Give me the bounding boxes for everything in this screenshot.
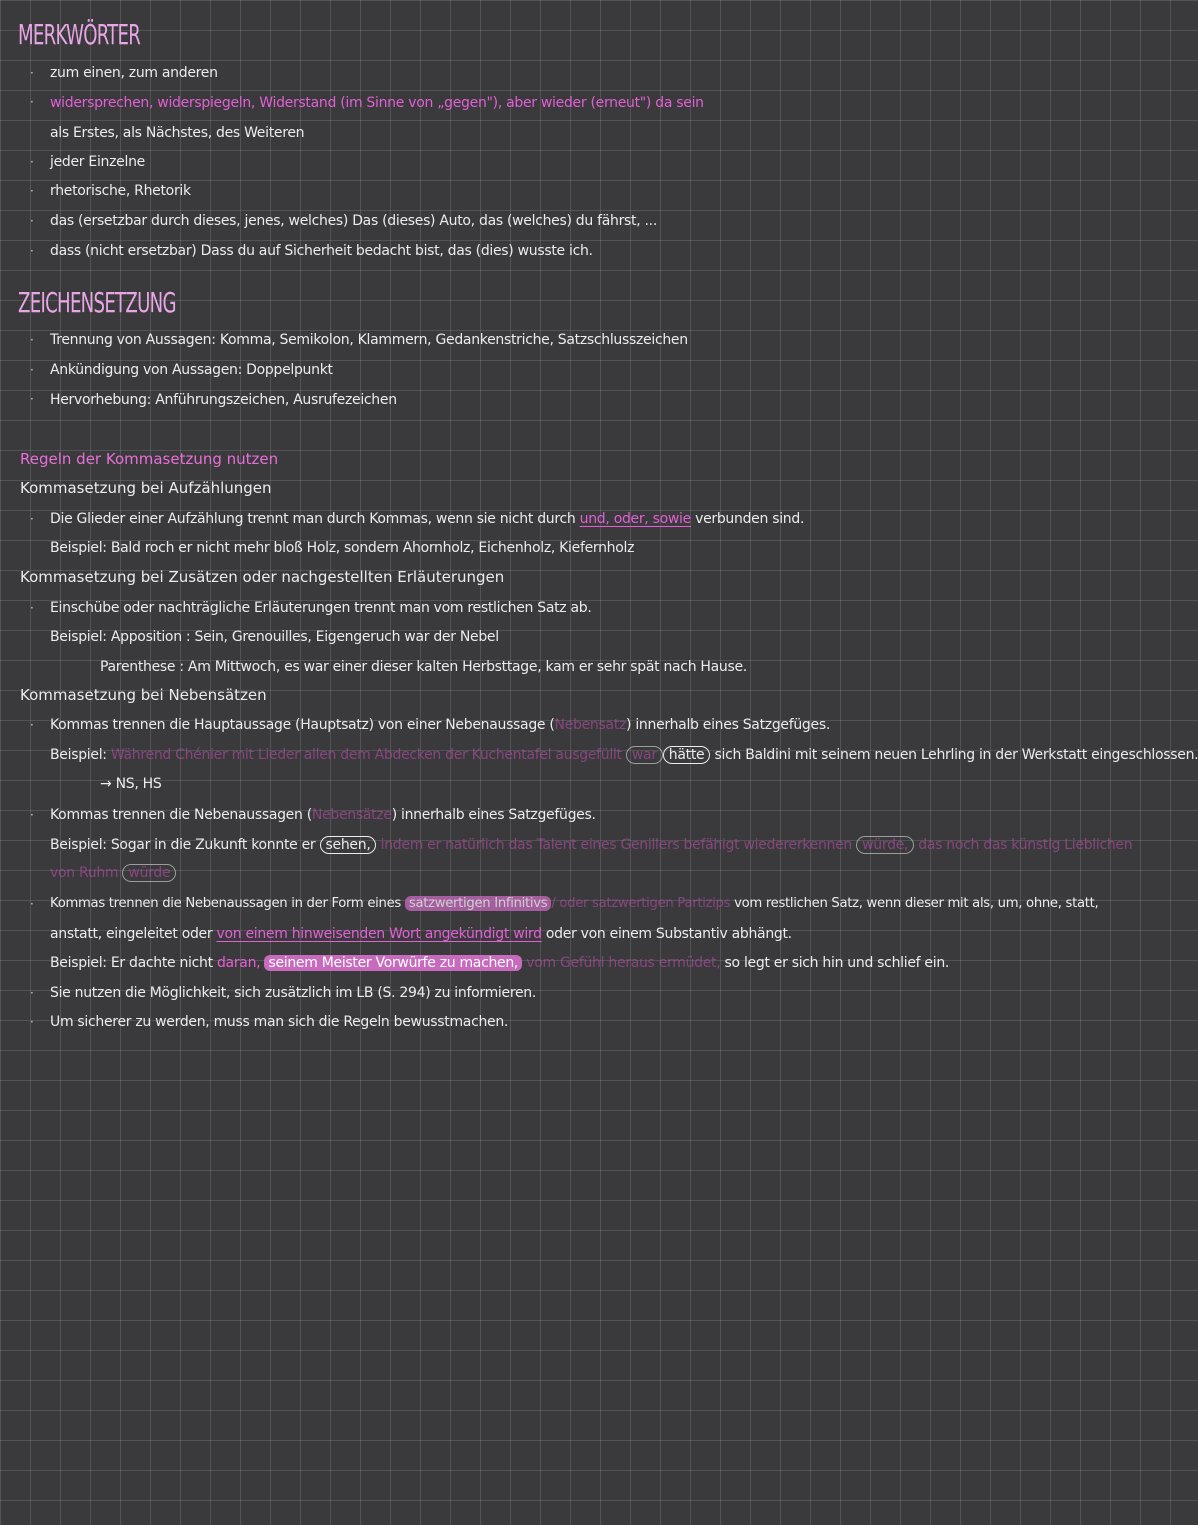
bullet-icon: · [30,214,34,228]
bullet-icon: · [30,66,34,80]
bullet-icon: · [30,333,34,347]
list-item: Ankündigung von Aussagen: Doppelpunkt [50,362,333,378]
list-item: zum einen, zum anderen [50,65,218,81]
rule-text-part: anstatt, eingeleitet oder [50,926,213,942]
bullet-icon: · [30,601,34,615]
section-title-kommasetzung: Regeln der Kommasetzung nutzen [20,450,279,468]
bullet-icon: · [30,512,34,526]
example-text: Beispiel: Apposition : Sein, Grenouilles, Eigengeruch war der Nebel [50,629,499,645]
example-text [50,745,1198,765]
example-faint-text: das noch das künstig Lieblichen [918,837,1133,853]
list-item: Um sicherer zu werden, muss man sich die Regeln bewusstmachen. [50,1014,509,1030]
example-faint-text: vom Gefühl heraus ermüdet, [526,955,721,971]
rule-text [50,715,830,735]
bullet-icon: · [30,1015,34,1029]
list-item: jeder Einzelne [50,154,145,170]
bullet-icon: · [30,244,34,258]
bullet-icon: · [30,808,34,822]
subheading-aufzaehlungen: Kommasetzung bei Aufzählungen [20,479,272,497]
example-text [50,953,949,973]
circled-verb: war [626,746,663,764]
bullet-icon: · [30,897,34,911]
highlight-text: / oder satzwertigen Partizips [551,896,731,911]
rule-text-part: Kommas trennen die Hauptaussage (Hauptsatz) von einer Nebenaussage ( [50,717,555,733]
rule-text-part: ) innerhalb eines Satzgefüges. [391,807,596,823]
circled-verb: hätte [663,746,711,764]
bullet-icon: · [30,184,34,198]
highlight-text: Nebensatz [554,717,627,733]
circled-verb: würde, [856,836,914,854]
conjunction-list: und, oder, sowie [579,511,691,527]
example-text-part: Beispiel: Er dachte nicht [50,955,213,971]
example-faint-text: Während Chénier mit Lieder allen dem Abdecken der Kuchentafel ausgefüllt [110,747,622,763]
rule-text: Einschübe oder nachträgliche Erläuterungen trennt man vom restlichen Satz ab. [50,600,592,616]
list-item: widersprechen, widerspiegeln, Widerstand (im Sinne von „gegen"), aber wieder (erneut") da sein [50,95,704,111]
bullet-icon: · [30,95,34,109]
example-faint-text: indem er natürlich das Talent eines Genillers befähigt wiedererkennen [380,837,852,853]
list-item: dass (nicht ersetzbar) Dass du auf Sicherheit bedacht bist, das (dies) wusste ich. [50,243,593,259]
bullet-icon: · [30,363,34,377]
example-text [50,835,1132,855]
example-text: Parenthese : Am Mittwoch, es war einer dieser kalten Herbsttage, kam er sehr spät nach Hause. [100,659,747,675]
rule-text [50,924,792,944]
heading-zeichensetzung: ZEICHENSETZUNG [18,286,176,319]
highlight-text: von einem hinweisenden Wort angekündigt wird [216,926,542,942]
highlight-text: Nebensätze [311,807,392,823]
rule-text-part: Kommas trennen die Nebenaussagen ( [50,807,312,823]
bullet-icon: · [30,718,34,732]
rule-text [50,509,804,529]
circled-verb: sehen, [320,836,377,854]
highlight-text: seinem Meister Vorwürfe zu machen, [264,955,522,971]
example-text-part: so legt er sich hin und schlief ein. [724,955,950,971]
subheading-nebensaetze: Kommasetzung bei Nebensätzen [20,686,267,704]
bullet-icon: · [30,392,34,406]
subheading-zusaetze: Kommasetzung bei Zusätzen oder nachgestellten Erläuterungen [20,568,505,586]
rule-text-part: oder von einem Substantiv abhängt. [545,926,792,942]
heading-merkwoerter: MERKWÖRTER [18,18,141,51]
list-item: Hervorhebung: Anführungszeichen, Ausrufezeichen [50,392,397,408]
rule-text-part: verbunden sind. [695,511,805,527]
rule-text-part: vom restlichen Satz, wenn dieser mit als, um, ohne, statt, [734,896,1099,911]
bullet-icon: · [30,986,34,1000]
list-item: als Erstes, als Nächstes, des Weiteren [50,125,305,141]
example-text [50,863,176,883]
example-label: Beispiel: [50,747,107,763]
example-text: Beispiel: Bald roch er nicht mehr bloß Holz, sondern Ahornholz, Eichenholz, Kiefernholz [50,540,635,556]
example-faint-text: von Ruhm [50,865,119,881]
highlight-text: satzwertigen Infinitivs [405,896,551,911]
list-item: rhetorische, Rhetorik [50,183,191,199]
example-text-part: sich Baldini mit seinem neuen Lehrling in der Werkstatt eingeschlossen. [714,747,1198,763]
rule-text [50,805,596,825]
note-text: → NS, HS [100,776,162,792]
list-item: das (ersetzbar durch dieses, jenes, welches) Das (dieses) Auto, das (welches) du fährst, ... [50,213,657,229]
rule-text-part: Kommas trennen die Nebenaussagen in der Form eines [50,896,401,911]
example-pink-text: daran, [216,955,261,971]
bullet-icon: · [30,155,34,169]
circled-verb: würde [122,864,176,882]
rule-text-part: Die Glieder einer Aufzählung trennt man durch Kommas, wenn sie nicht durch [50,511,576,527]
list-item: Trennung von Aussagen: Komma, Semikolon, Klammern, Gedankenstriche, Satzschlusszeichen [50,332,688,348]
list-item: Sie nutzen die Möglichkeit, sich zusätzlich im LB (S. 294) zu informieren. [50,985,536,1001]
rule-text-part: ) innerhalb eines Satzgefüges. [626,717,830,733]
rule-text [50,894,1098,914]
example-text-part: Beispiel: Sogar in die Zukunft konnte er [50,837,316,853]
